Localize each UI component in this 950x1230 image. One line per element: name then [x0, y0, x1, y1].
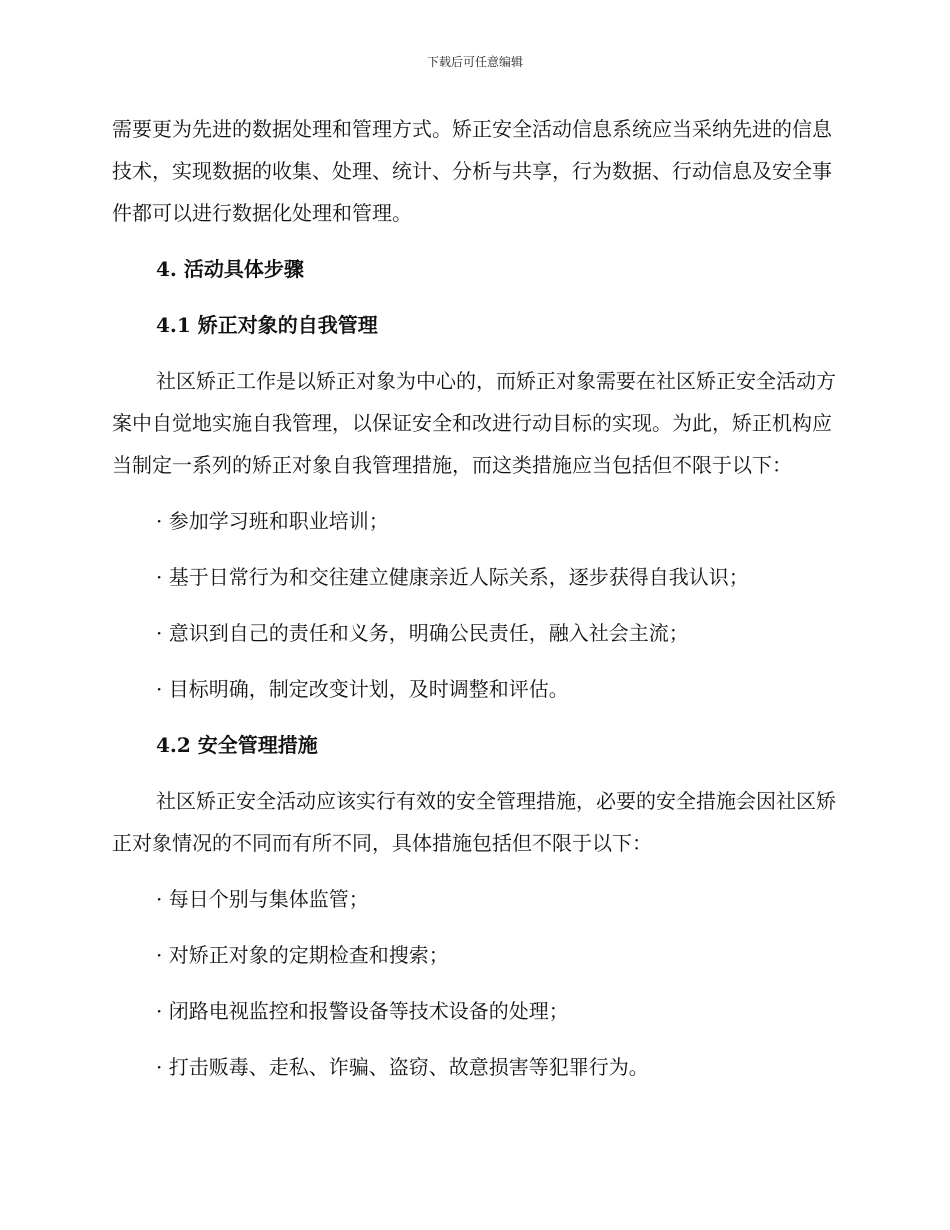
list-item: · 闭路电视监控和报警设备等技术设备的处理；: [156, 999, 569, 1023]
list-item: · 目标明确，制定改变计划，及时调整和评估。: [156, 677, 569, 701]
header-note: 下载后可任意编辑: [426, 55, 523, 69]
section-4-1-heading: 4.1 矫正对象的自我管理: [156, 313, 378, 337]
section-4-2-heading: 4.2 安全管理措施: [156, 733, 318, 757]
section-4-1-paragraph: 社区矫正工作是以矫正对象为中心的，而矫正对象需要在社区矫正安全活动方案中自觉地实施自我管理，以保证安全和改进行动目标的实现。为此，矫正机构应当制定一系列的矫正对象自我管理措施，而这类措施应当包括但不限于以下：: [112, 369, 836, 477]
list-item: · 参加学习班和职业培训；: [156, 509, 389, 533]
list-item: · 对矫正对象的定期检查和搜索；: [156, 943, 449, 967]
document-body: [112, 108, 838, 1088]
list-item: · 打击贩毒、走私、诈骗、盗窃、故意损害等犯罪行为。: [156, 1055, 649, 1079]
list-item: · 意识到自己的责任和义务，明确公民责任，融入社会主流；: [156, 621, 689, 645]
list-item: · 基于日常行为和交往建立健康亲近人际关系，逐步获得自我认识；: [156, 565, 749, 589]
section-4-heading: 4. 活动具体步骤: [156, 257, 304, 281]
intro-paragraph: 需要更为先进的数据处理和管理方式。矫正安全活动信息系统应当采纳先进的信息技术，实现数据的收集、处理、统计、分析与共享，行为数据、行动信息及安全事件都可以进行数据化处理和管理。: [112, 117, 832, 225]
section-4-2-paragraph: 社区矫正安全活动应该实行有效的安全管理措施，必要的安全措施会因社区矫正对象情况的不同而有所不同，具体措施包括但不限于以下：: [112, 789, 836, 855]
list-item: · 每日个别与集体监管；: [156, 887, 369, 911]
